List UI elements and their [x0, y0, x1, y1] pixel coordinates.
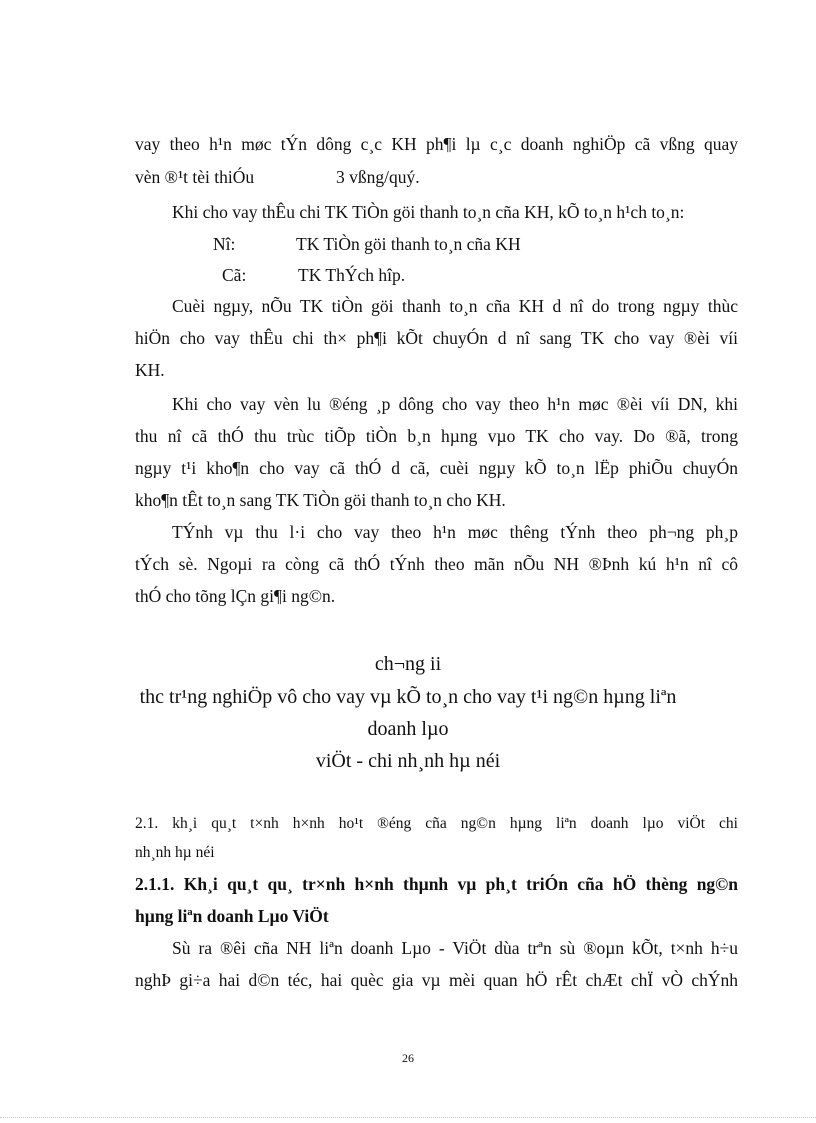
paragraph-line: KH. [135, 360, 165, 380]
page-bottom-rule [0, 1117, 816, 1118]
paragraph-line: TÝnh vµ thu l·i cho vay theo h¹n møc thêng tÝnh theo ph¬ng ph¸p [172, 522, 738, 542]
paragraph-line: 3 vßng/quý. [336, 167, 420, 187]
subsection-heading: 2.1.1. Kh¸i qu¸t qu¸ tr×nh h×nh thµnh vµ ph¸t triÓn cña hÖ thèng ng©n [135, 874, 738, 894]
chapter-title: thc tr¹ng nghiÖp vô cho vay vµ kÕ to¸n cho vay t¹i ng©n hµng liªn [139, 686, 677, 708]
entry-debit-label: Nî: [213, 234, 236, 254]
chapter-title: doanh lµo [367, 718, 449, 740]
paragraph-line: ngµy t¹i kho¶n cho vay cã thÓ d cã, cuèi ngµy kÕ to¸n lËp phiÕu chuyÓn [135, 458, 738, 478]
paragraph-line: thu nî cã thÓ thu trùc tiÕp tiÒn b¸n hµng vµo TK cho vay. Do ®ã, trong [135, 426, 738, 446]
paragraph-line: hiÖn cho vay thÊu chi th× ph¶i kÕt chuyÓn d nî sang TK cho vay ®èi víi [135, 328, 738, 348]
section-heading: 2.1. kh¸i qu¸t t×nh h×nh ho¹t ®éng cña ng©n hµng liªn doanh lµo viÖt chi [135, 815, 738, 832]
paragraph-line: thÓ cho tõng lÇn gi¶i ng©n. [135, 586, 336, 606]
page-number: 26 [402, 1051, 414, 1065]
paragraph-line: Khi cho vay vèn lu ®éng ¸p dông cho vay theo h¹n møc ®èi víi DN, khi [172, 394, 738, 414]
paragraph-line: Cuèi ngµy, nÕu TK tiÒn göi thanh to¸n cña KH d nî do trong ngµy thùc [172, 296, 738, 316]
entry-credit-label: Cã: [222, 265, 247, 285]
paragraph-line: kho¶n tÊt to¸n sang TK TiÒn göi thanh to¸n cho KH. [135, 490, 506, 510]
paragraph-line: Sù ra ®êi cña NH liªn doanh Lµo - ViÖt dùa trªn sù ®oµn kÕt, t×nh h÷u [172, 938, 738, 958]
entry-debit-text: TK TiÒn göi thanh to¸n cña KH [296, 234, 521, 254]
chapter-title: viÖt - chi nh¸nh hµ néi [315, 750, 501, 772]
paragraph-line: vay theo h¹n møc tÝn dông c¸c KH ph¶i lµ c¸c doanh nghiÖp cã vßng quay [135, 134, 738, 154]
paragraph-line: Khi cho vay thÊu chi TK TiÒn göi thanh to¸n cña KH, kÕ to¸n h¹ch to¸n: [172, 202, 685, 222]
paragraph-line: nghÞ gi÷a hai d©n téc, hai quèc gia vµ mèi quan hÖ rÊt chÆt chÏ vÒ chÝnh [135, 970, 738, 990]
paragraph-line: tÝch sè. Ngoµi ra còng cã thÓ tÝnh theo mãn nÕu NH ®Þnh kú h¹n nî cô [135, 554, 738, 574]
section-heading: nh¸nh hµ néi [135, 844, 215, 861]
chapter-number: ch¬ng ii [374, 653, 442, 675]
paragraph-line: vèn ®¹t tèi thiÓu [135, 167, 255, 187]
subsection-heading: hµng liªn doanh Lµo ViÖt [135, 906, 329, 926]
entry-credit-text: TK ThÝch hîp. [298, 265, 406, 285]
